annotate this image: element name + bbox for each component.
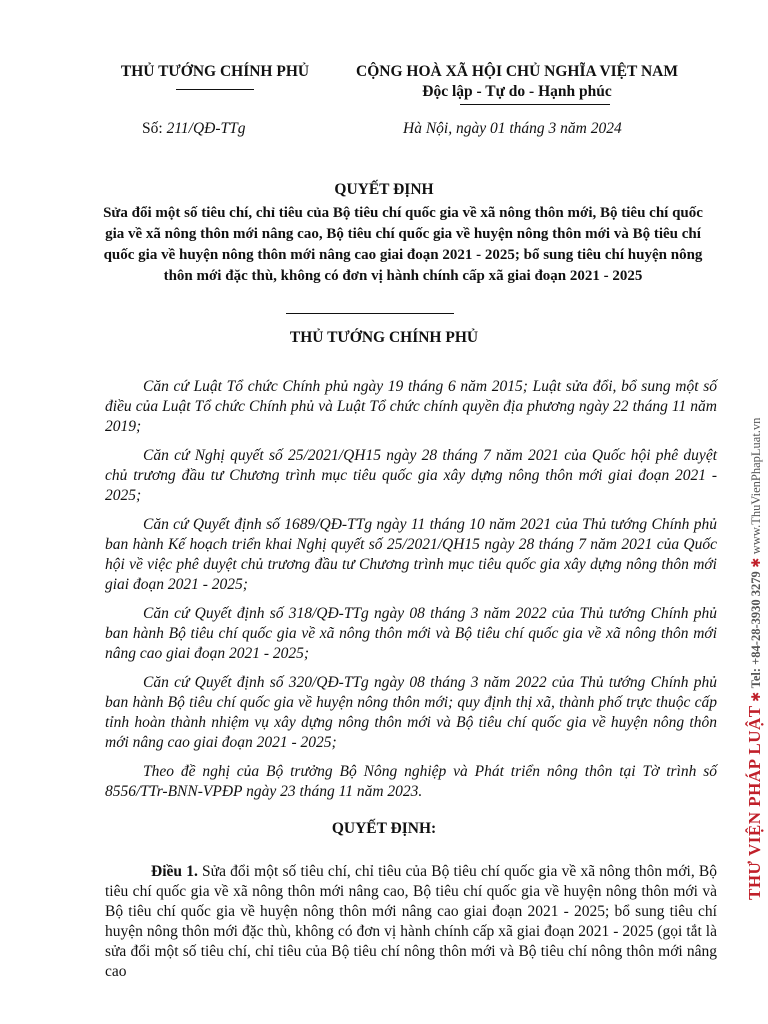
star-icon: ✱ (749, 691, 763, 702)
document-number (142, 120, 246, 138)
issuer-underline (176, 89, 254, 90)
proposal-basis: Theo đề nghị của Bộ trưởng Bộ Nông nghiệp và Phát triển nông thôn tại Tờ trình số 8556/TTr-BNN-VPĐP ngày 23 tháng 11 năm 2023. (105, 763, 717, 800)
issuer-block (100, 62, 330, 90)
article-1-label: Điều 1. (151, 863, 198, 880)
document-number-value: 211/QĐ-TTg (166, 120, 246, 137)
legal-basis-item: Căn cứ Luật Tổ chức Chính phủ ngày 19 tháng 6 năm 2015; Luật sửa đổi, bổ sung một số điều của Luật Tổ chức Chính phủ và Luật Tổ chức chính quyền địa phương ngày 22 tháng 11 năm 2019; (105, 378, 717, 435)
watermark (745, 418, 765, 900)
legal-basis-item: Căn cứ Quyết định số 318/QĐ-TTg ngày 08 tháng 3 năm 2022 của Thủ tướng Chính phủ ban hành Bộ tiêu chí quốc gia về xã nông thôn mới và Bộ tiêu chí quốc gia về xã nông thôn mới nâng cao giai đoạn 2021 - 2025; (105, 605, 717, 662)
article-1-paragraph (105, 862, 717, 982)
decision-heading: QUYẾT ĐỊNH: (331, 820, 437, 837)
watermark-brand: THƯ VIỆN PHÁP LUẬT (745, 705, 764, 900)
legal-basis-item: Căn cứ Nghị quyết số 25/2021/QH15 ngày 28 tháng 7 năm 2021 của Quốc hội phê duyệt chủ trương đầu tư Chương trình mục tiêu quốc gia xây dựng nông thôn mới giai đoạn 2021 - 2025; (105, 447, 717, 504)
legal-basis-item: Căn cứ Quyết định số 1689/QĐ-TTg ngày 11 tháng 10 năm 2021 của Thủ tướng Chính phủ ban hành Kế hoạch triển khai Nghị quyết số 25/2021/QH15 ngày 28 tháng 7 năm 2021 của Quốc hội về việc phê duyệt chủ trương đầu tư Chương trình mục tiêu quốc gia xây dựng nông thôn mới giai đoạn 2021 - 2025; (105, 516, 717, 593)
national-title-block (332, 62, 702, 105)
document-summary: Sửa đổi một số tiêu chí, chỉ tiêu của Bộ tiêu chí quốc gia về xã nông thôn mới, Bộ tiêu chí quốc gia về xã nông thôn mới nâng cao, Bộ tiêu chí quốc gia về huyện nông thôn mới và Bộ tiêu chí quốc gia về huyện nông thôn mới nâng cao giai đoạn 2021 - 2025; bổ sung tiêu chí huyện nông thôn mới đặc thù, không có đơn vị hành chính cấp xã giai đoạn 2021 - 2025 (103, 205, 703, 284)
article-1 (105, 862, 717, 982)
summary-underline (286, 313, 454, 314)
document-number-label: Số: (142, 120, 163, 137)
place-and-date: Hà Nội, ngày 01 tháng 3 năm 2024 (403, 120, 622, 137)
country-name: CỘNG HOÀ XÃ HỘI CHỦ NGHĨA VIỆT NAM (356, 63, 678, 80)
legal-bases (105, 377, 717, 811)
star-icon: ✱ (749, 557, 763, 568)
motto-underline (460, 104, 610, 105)
watermark-url: www.ThuVienPhapLuat.vn (749, 417, 763, 555)
legal-basis-item: Căn cứ Quyết định số 320/QĐ-TTg ngày 08 tháng 3 năm 2022 của Thủ tướng Chính phủ ban hành Bộ tiêu chí quốc gia về huyện nông thôn mới; quy định thị xã, thành phố trực thuộc cấp tỉnh hoàn thành nhiệm vụ xây dựng nông thôn mới và Bộ tiêu chí quốc gia về huyện nông thôn mới nâng cao giai đoạn 2021 - 2025; (105, 674, 717, 751)
article-1-text: Sửa đổi một số tiêu chí, chỉ tiêu của Bộ tiêu chí quốc gia về xã nông thôn mới, Bộ tiêu chí quốc gia về xã nông thôn mới nâng cao, Bộ tiêu chí quốc gia về huyện nông thôn mới và Bộ tiêu chí quốc gia về huyện nông thôn mới nâng cao giai đoạn 2021 - 2025; bổ sung tiêu chí huyện nông thôn mới đặc thù, không có đơn vị hành chính cấp xã giai đoạn 2021 - 2025 (gọi tắt là sửa đổi một số tiêu chí, chỉ tiêu của Bộ tiêu chí nông thôn mới và Bộ tiêu chí nông thôn mới nâng cao (105, 863, 718, 980)
document-title: QUYẾT ĐỊNH (334, 181, 434, 198)
issuing-authority: THỦ TƯỚNG CHÍNH PHỦ (289, 329, 479, 346)
issuer-name: THỦ TƯỚNG CHÍNH PHỦ (120, 63, 310, 80)
watermark-phone: Tel: +84-28-3930 3279 (749, 571, 763, 689)
national-motto: Độc lập - Tự do - Hạnh phúc (422, 83, 612, 100)
